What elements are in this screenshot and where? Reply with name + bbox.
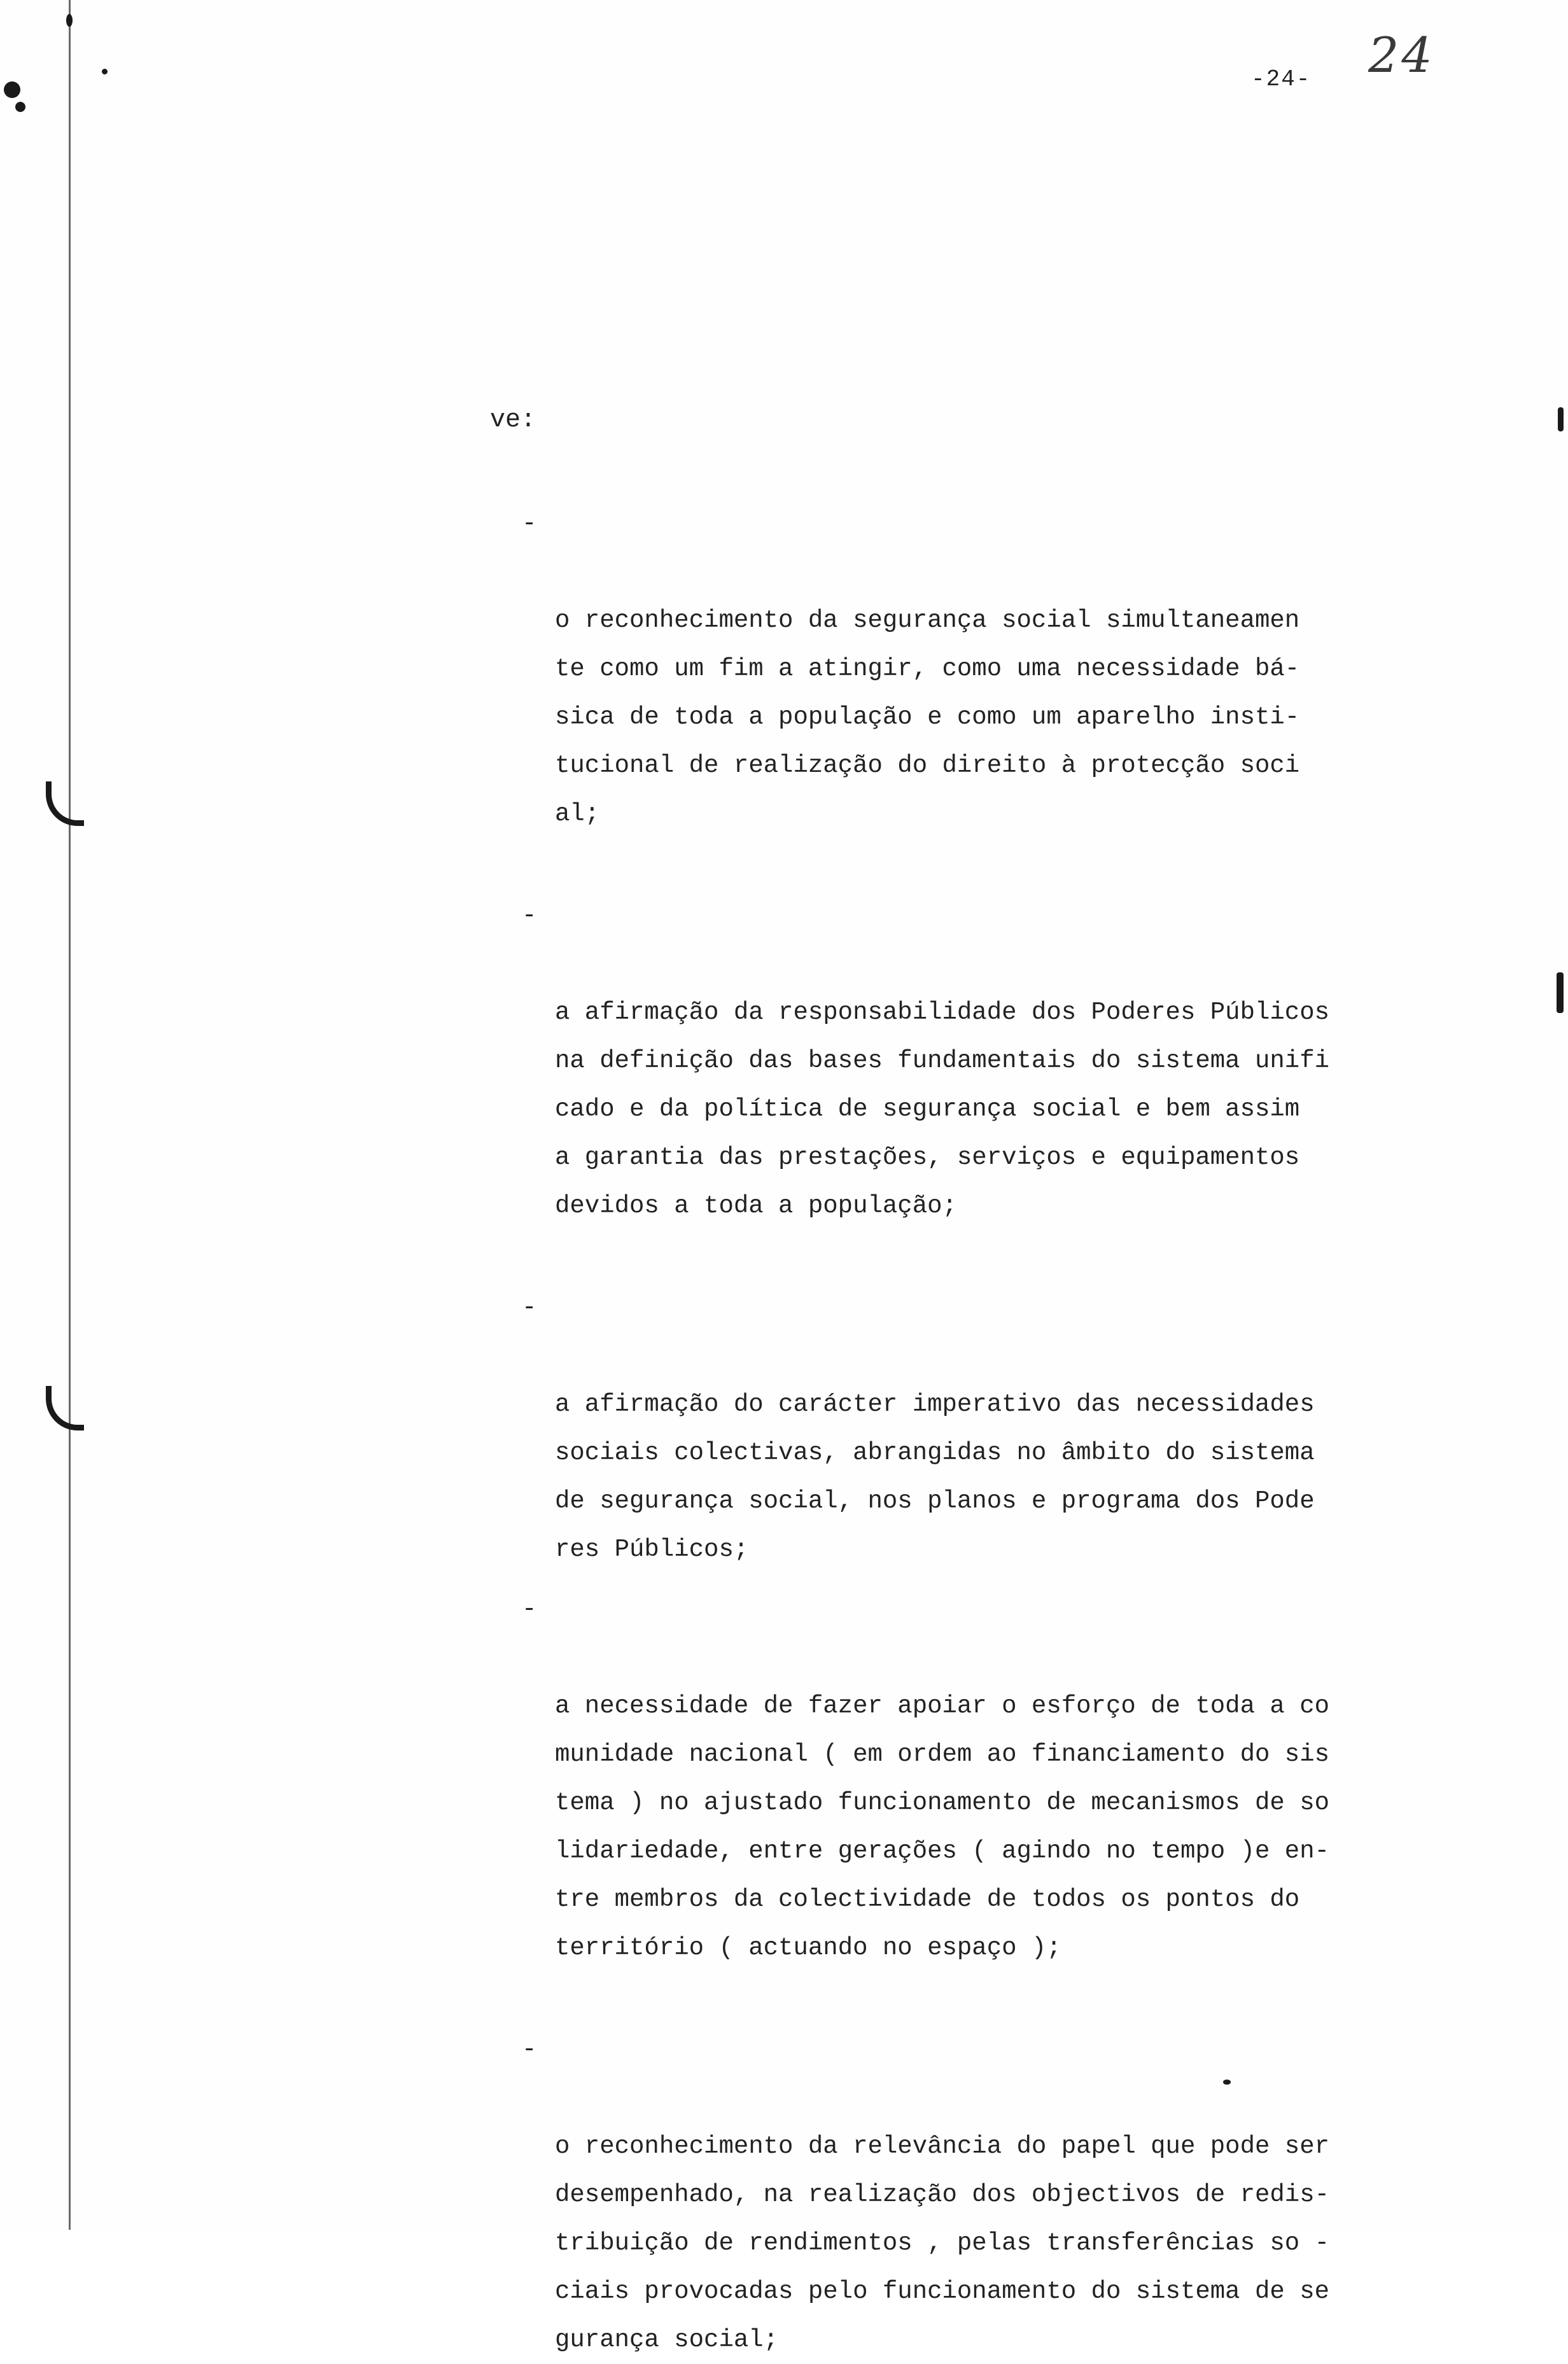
list-item bbox=[522, 500, 1432, 838]
scan-edge-mark bbox=[1557, 972, 1564, 1013]
list-item bbox=[522, 2025, 1432, 2364]
list-item-text: a afirmação da responsabilidade dos Poderes Públicos na definição das bases fundamentais do sistema unifi cado e da política de segurança social e bem assim a garantia das prestações, serviços e equipamentos devidos a toda a população; bbox=[555, 998, 1329, 1220]
bullet-list bbox=[522, 500, 1432, 2364]
handwritten-page-number: 24 bbox=[1368, 27, 1435, 83]
punch-hole-mark bbox=[46, 1386, 84, 1430]
list-item bbox=[522, 1585, 1432, 1972]
scan-speck bbox=[66, 14, 73, 27]
scan-speck bbox=[4, 81, 20, 98]
scan-edge-mark bbox=[1558, 407, 1564, 431]
binding-margin-line bbox=[69, 0, 71, 2230]
scan-speck bbox=[15, 102, 25, 112]
list-item-text: o reconhecimento da relevância do papel que pode ser desempenhado, na realização dos objectivos de redis- tribuição de rendimentos , pelas transferências so - ciais provocadas pelo funcionamento do sistema de se gurança social; bbox=[555, 2132, 1329, 2354]
list-item bbox=[522, 1283, 1432, 1574]
continued-word: ve: bbox=[490, 406, 536, 435]
list-marker: - bbox=[522, 2036, 537, 2064]
list-item-text: a necessidade de fazer apoiar o esforço de toda a co munidade nacional ( em ordem ao financiamento do sis tema ) no ajustado funcionamento de mecanismos de so lidariedade, entre gerações ( agindo no tempo )e en- tre membros da colectividade de todos os pontos do território ( actuando no espaço ); bbox=[555, 1692, 1329, 1962]
list-marker: - bbox=[522, 1294, 537, 1322]
scan-speck bbox=[102, 69, 108, 74]
list-marker: - bbox=[522, 510, 537, 538]
list-item bbox=[522, 892, 1432, 1230]
list-marker: - bbox=[522, 1595, 537, 1623]
list-marker: - bbox=[522, 902, 537, 930]
list-item-text: a afirmação do carácter imperativo das necessidades sociais colectivas, abrangidas no âmbito do sistema de segurança social, nos planos e programa dos Pode res Públicos; bbox=[555, 1390, 1315, 1563]
punch-hole-mark bbox=[46, 781, 84, 826]
list-item-text: o reconhecimento da segurança social simultaneamen te como um fim a atingir, como uma necessidade bá- sica de toda a população e como um aparelho insti- tucional de realização do direito à protecção soci al; bbox=[555, 606, 1300, 828]
page-number: -24- bbox=[1251, 66, 1312, 92]
